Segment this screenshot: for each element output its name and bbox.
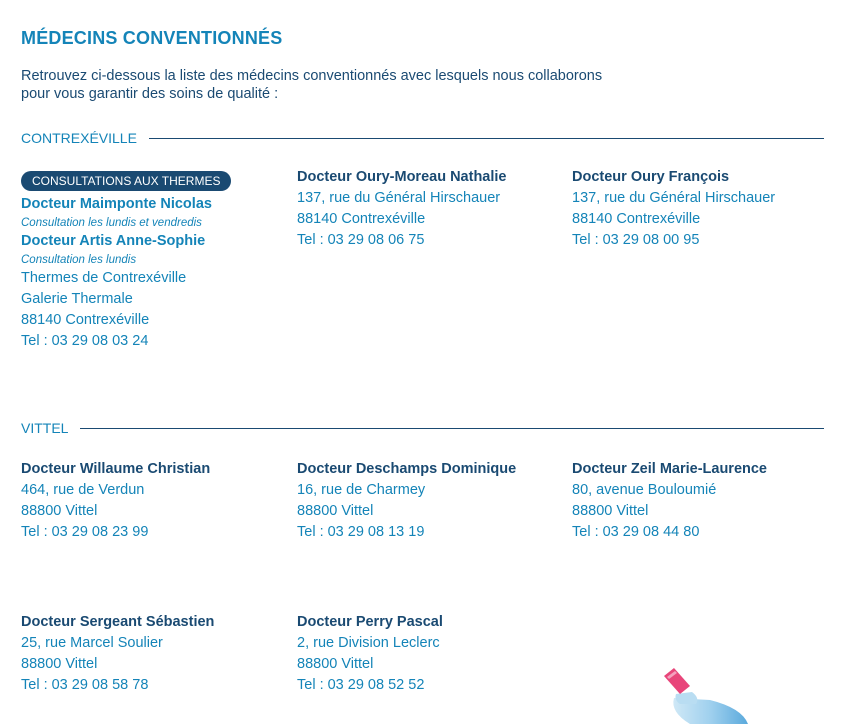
thermes-badge: CONSULTATIONS AUX THERMES — [21, 171, 231, 191]
consultation-note: Consultation les lundis — [21, 254, 137, 266]
intro-line-1: Retrouvez ci-dessous la liste des médecins conventionnés avec lesquels nous collaborons — [21, 68, 603, 84]
address-line: Thermes de Contrexéville — [21, 270, 187, 286]
intro-line-2: pour vous garantir des soins de qualité : — [21, 86, 279, 102]
doctor-name: Docteur Maimponte Nicolas — [21, 196, 212, 212]
section-header-contrexeville — [21, 129, 824, 147]
address-line: 88800 Vittel — [572, 503, 649, 519]
phone-line: Tel : 03 29 08 13 19 — [297, 524, 425, 540]
address-line: 137, rue du Général Hirschauer — [297, 190, 501, 206]
phone-line: Tel : 03 29 08 58 78 — [21, 677, 149, 693]
doctor-card — [21, 459, 291, 543]
address-line: 88140 Contrexéville — [572, 211, 701, 227]
doctor-name: Docteur Zeil Marie-Laurence — [572, 461, 767, 477]
doctor-card — [572, 167, 842, 251]
section-divider — [149, 138, 824, 139]
address-line: 88800 Vittel — [297, 656, 374, 672]
doctor-name: Docteur Deschamps Dominique — [297, 461, 517, 477]
consultation-note: Consultation les lundis et vendredis — [21, 217, 202, 229]
address-line: 80, avenue Bouloumié — [572, 482, 717, 498]
address-line: 88800 Vittel — [21, 503, 98, 519]
address-line: 25, rue Marcel Soulier — [21, 635, 163, 651]
doctor-card — [297, 167, 567, 251]
doctor-card — [21, 612, 291, 696]
phone-line: Tel : 03 29 08 06 75 — [297, 232, 425, 248]
address-line: 88140 Contrexéville — [297, 211, 426, 227]
section-label-vittel: VITTEL — [21, 420, 69, 436]
phone-line: Tel : 03 29 08 44 80 — [572, 524, 700, 540]
thermes-block — [21, 171, 291, 352]
phone-line: Tel : 03 29 08 23 99 — [21, 524, 149, 540]
address-line: 88140 Contrexéville — [21, 312, 150, 328]
doctor-name: Docteur Willaume Christian — [21, 461, 211, 477]
doctor-card — [297, 612, 567, 696]
doctor-name: Docteur Oury François — [572, 169, 730, 185]
address-line: 137, rue du Général Hirschauer — [572, 190, 776, 206]
address-line: 16, rue de Charmey — [297, 482, 426, 498]
address-line: Galerie Thermale — [21, 291, 133, 307]
page-title: MÉDECINS CONVENTIONNÉS — [21, 28, 283, 48]
phone-line: Tel : 03 29 08 03 24 — [21, 333, 149, 349]
section-header-vittel — [21, 419, 824, 437]
doctor-card — [297, 459, 567, 543]
section-label-contrexeville: CONTREXÉVILLE — [21, 130, 137, 146]
address-line: 88800 Vittel — [21, 656, 98, 672]
doctor-name: Docteur Perry Pascal — [297, 614, 443, 630]
doctor-card — [572, 459, 842, 543]
intro-text — [21, 67, 781, 103]
address-line: 464, rue de Verdun — [21, 482, 145, 498]
doctor-name: Docteur Artis Anne-Sophie — [21, 233, 206, 249]
doctor-name: Docteur Sergeant Sébastien — [21, 614, 215, 630]
phone-line: Tel : 03 29 08 00 95 — [572, 232, 700, 248]
water-bottle-icon — [630, 664, 760, 724]
section-divider — [80, 428, 824, 429]
doctor-name: Docteur Oury-Moreau Nathalie — [297, 169, 507, 185]
phone-line: Tel : 03 29 08 52 52 — [297, 677, 425, 693]
address-line: 88800 Vittel — [297, 503, 374, 519]
address-line: 2, rue Division Leclerc — [297, 635, 440, 651]
